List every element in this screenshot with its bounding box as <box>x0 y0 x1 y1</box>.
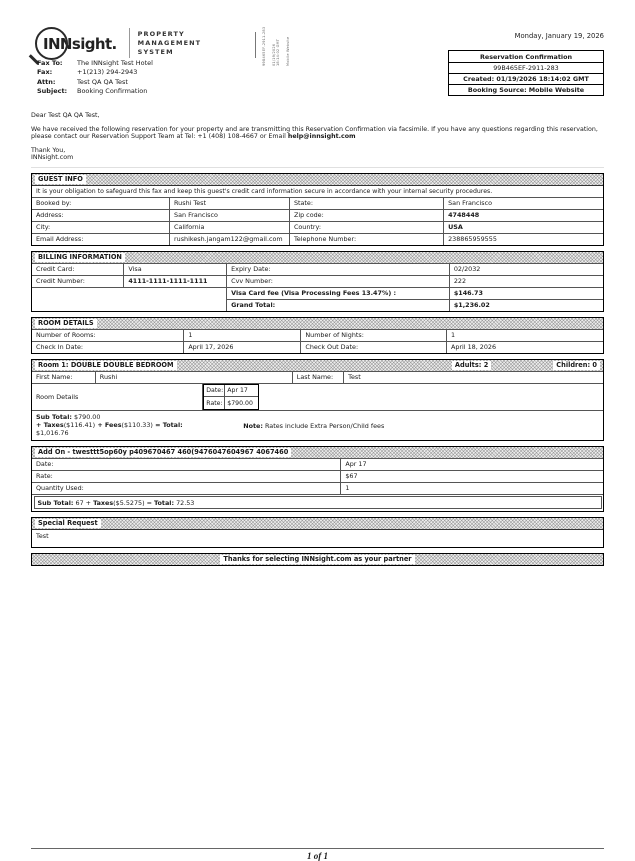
billing-title: BILLING INFORMATION <box>35 253 125 262</box>
addon-taxes-label: Taxes <box>93 498 114 507</box>
fees-label: + Fees <box>95 420 122 429</box>
billing-section <box>31 251 604 312</box>
field-label: Check Out Date: <box>300 342 446 353</box>
strip-text: Mobile Website <box>286 36 290 66</box>
document-date: Monday, January 19, 2026 <box>514 32 604 40</box>
field-value: 222 <box>449 276 603 287</box>
strip-fold-mark <box>255 32 256 58</box>
date-row <box>204 385 258 397</box>
fax-to-row <box>37 58 153 68</box>
date-label: Date: <box>206 387 224 395</box>
field-label: Rate: <box>36 472 53 481</box>
divider-rule <box>31 167 604 168</box>
field-label: Date: <box>36 460 54 469</box>
grand-total-value: $1,236.02 <box>449 300 603 311</box>
billing-header <box>32 252 603 263</box>
field-label: Zip code: <box>289 210 443 221</box>
thanks-text: Thanks for selecting INNsight.com as your partner <box>220 555 414 564</box>
confirmation-title: Reservation Confirmation <box>479 52 573 61</box>
taxes-amount: ($116.41) <box>63 420 96 429</box>
field-value: 4748448 <box>443 210 603 221</box>
document-header <box>31 26 604 110</box>
rates-note <box>243 422 384 430</box>
total-line: $1,016.76 <box>36 428 69 437</box>
addon-taxes-value: ($5.5275) = <box>113 498 155 507</box>
letter-paragraph-text: We have received the following reservation for your property and are transmitting this Reservation Confirmation via facsimile. If you have any questions regarding this reservation, please contact our Reservation Support Team at Tel: +1 (408) 108-4667 or Email <box>31 125 598 141</box>
special-request-section <box>31 517 604 548</box>
page-number: 1 of 1 <box>307 850 328 861</box>
note-text: Rates include Extra Person/Child fees <box>262 421 385 430</box>
attn-label: Attn: <box>37 77 56 86</box>
addon-row <box>32 458 603 470</box>
field-label: State: <box>289 198 443 209</box>
signature-line: INNsight.com <box>31 154 74 162</box>
booking-source-label: Booking Source: <box>467 86 527 94</box>
fax-document-page <box>31 0 604 861</box>
help-email-link: help@innsight.com <box>287 133 356 141</box>
room1-title: Room 1: DOUBLE DOUBLE BEDROOM <box>35 361 177 370</box>
header-right <box>448 32 604 96</box>
addon-subtotal-line <box>34 496 602 509</box>
guest-info-row <box>32 197 603 209</box>
fax-header-block <box>37 58 153 96</box>
fees-amount: ($110.33) <box>121 420 153 429</box>
booking-source-row <box>449 84 603 95</box>
room-details-row <box>32 341 603 353</box>
field-label: City: <box>36 223 51 232</box>
fax-number-label: Fax: <box>37 68 53 77</box>
field-label: Quantity Used: <box>36 484 84 493</box>
innsight-logo-mark <box>37 34 117 53</box>
fax-to-value: The INNsight Test Hotel <box>77 58 153 67</box>
reservation-confirmation-box <box>448 50 604 96</box>
first-name-value: Rushi <box>95 372 292 383</box>
innsight-logo <box>37 28 201 58</box>
field-label: Address: <box>36 211 64 220</box>
total-label: = Total: <box>152 420 183 429</box>
guest-info-section <box>31 173 604 246</box>
field-value: 02/2032 <box>449 264 603 275</box>
field-value: Apr 17 <box>340 459 603 470</box>
addon-header <box>32 447 603 458</box>
brand-line: MANAGEMENT <box>137 38 202 47</box>
field-value: April 17, 2026 <box>183 342 300 353</box>
date-rate-table <box>203 384 259 410</box>
subject-row <box>37 87 153 97</box>
brand-name <box>138 30 202 57</box>
card-fee-value: $146.73 <box>449 288 603 299</box>
attn-value: Test QA QA Test <box>77 77 128 86</box>
empty-cell <box>32 288 226 311</box>
special-request-header <box>32 518 603 529</box>
field-label: Check In Date: <box>36 343 84 352</box>
guest-info-row <box>32 221 603 233</box>
room-details-title: ROOM DETAILS <box>35 319 97 328</box>
addon-title: Add On - twesttt5op60y p409670467 460(9476047604967 4067460 <box>35 448 291 457</box>
field-value: Rushi Test <box>169 198 289 209</box>
subtotal-line <box>36 413 599 421</box>
field-label: Cvv Number: <box>226 276 449 287</box>
brand-line: PROPERTY <box>137 29 185 38</box>
room-rate-row <box>32 383 603 410</box>
subtotal-label: Sub Total: <box>36 412 72 421</box>
addon-subtotal-value: 67 + <box>73 498 94 507</box>
subject-value: Booking Confirmation <box>77 87 148 96</box>
fax-meta-strip <box>255 26 290 66</box>
room1-section <box>31 359 604 441</box>
grand-total-label: Grand Total: <box>226 300 449 311</box>
strip-text: 01/19/2026 18:14:02 GMT <box>272 38 280 66</box>
card-fee-label: Visa Card fee (Visa Processing Fees 13.47%) : <box>226 288 449 299</box>
last-name-label: Last Name: <box>292 372 343 383</box>
field-value: April 18, 2026 <box>446 342 603 353</box>
field-label: Country: <box>289 222 443 233</box>
last-name-value: Test <box>343 372 603 383</box>
special-request-content: Test <box>32 529 603 547</box>
letter-paragraph <box>31 126 604 141</box>
card-fee-row <box>226 288 603 299</box>
first-name-label: First Name: <box>36 373 73 382</box>
room-details-row <box>32 329 603 341</box>
guest-name-row <box>32 371 603 383</box>
footer-rule <box>31 848 604 849</box>
room1-subtotal-block <box>32 410 603 440</box>
field-value: Visa <box>123 264 226 275</box>
room-details-header <box>32 318 603 329</box>
rate-row <box>204 396 258 409</box>
guest-info-header <box>32 174 603 185</box>
thanks-bar <box>31 553 604 566</box>
field-value: USA <box>443 222 603 233</box>
subtotal-value: $790.00 <box>71 412 101 421</box>
field-value: rushikesh.jangam122@gmail.com <box>169 234 289 245</box>
room-details-section <box>31 317 604 354</box>
booking-source-value: Mobile Website <box>528 86 585 94</box>
letter-body <box>31 112 604 168</box>
addon-subtotal-row <box>32 494 603 510</box>
addon-total-label: Total: <box>154 498 175 507</box>
grand-total-row <box>226 299 603 311</box>
field-value: 1 <box>183 330 300 341</box>
guest-info-title: GUEST INFO <box>35 175 86 184</box>
field-label: Email Address: <box>36 235 84 244</box>
confirmation-created: Created: 01/19/2026 18:14:02 GMT <box>449 73 603 84</box>
subject-label: Subject: <box>37 87 68 96</box>
taxes-label: + Taxes <box>36 420 64 429</box>
addon-row <box>32 482 603 494</box>
addon-row <box>32 470 603 482</box>
billing-totals-row <box>32 287 603 311</box>
field-value: California <box>169 222 289 233</box>
children-count: Children: 0 <box>553 361 600 370</box>
logo-wordmark: INNsight. <box>43 34 117 53</box>
field-label: Booked by: <box>36 199 72 208</box>
adults-count: Adults: 2 <box>452 361 491 370</box>
strip-text: 99B465EF-2911-283 <box>262 26 266 66</box>
magnifier-circle-icon <box>35 27 68 60</box>
field-label: Telephone Number: <box>289 234 443 245</box>
addon-total-value: 72.53 <box>174 498 195 507</box>
addon-section <box>31 446 604 512</box>
room1-title-bar <box>32 360 603 371</box>
security-notice: It is your obligation to safeguard this fax and keep this guest's credit card information secure in accordance with your internal security procedures. <box>32 185 603 197</box>
special-request-title: Special Request <box>35 519 101 528</box>
salutation: Dear Test QA QA Test, <box>31 112 100 119</box>
field-value: $67 <box>340 471 603 482</box>
date-value: Apr 17 <box>224 385 258 397</box>
field-value: San Francisco <box>443 198 603 209</box>
guest-info-row <box>32 209 603 221</box>
fax-number-value: +1(213) 294-2943 <box>77 68 138 77</box>
attn-row <box>37 77 153 87</box>
field-value: 4111-1111-1111-1111 <box>123 276 226 287</box>
confirmation-number: 99B465EF-2911-283 <box>449 62 603 73</box>
field-label: Credit Card: <box>36 265 75 274</box>
closing-line: Thank You, <box>31 146 66 154</box>
field-value: 1 <box>446 330 603 341</box>
field-value: 1 <box>340 483 603 494</box>
rate-label: Rate: <box>206 399 223 407</box>
fax-number-row <box>37 68 153 78</box>
field-label: Number of Nights: <box>300 330 446 341</box>
billing-row <box>32 275 603 287</box>
addon-subtotal-label: Sub Total: <box>37 498 74 507</box>
brand-line: SYSTEM <box>137 47 174 56</box>
header-divider <box>129 28 130 58</box>
room-details-label: Room Details <box>32 384 203 410</box>
billing-totals <box>226 288 603 311</box>
guest-info-row <box>32 233 603 245</box>
fax-to-label: Fax To: <box>37 58 63 67</box>
field-value: 238865959555 <box>443 234 603 245</box>
field-label: Credit Number: <box>36 277 85 286</box>
rate-value: $790.00 <box>224 397 258 409</box>
note-label: Note: <box>243 421 263 430</box>
field-value: San Francisco <box>169 210 289 221</box>
blank-area <box>31 566 604 848</box>
field-label: Number of Rooms: <box>36 331 96 340</box>
billing-row <box>32 263 603 275</box>
field-label: Expiry Date: <box>226 264 449 275</box>
